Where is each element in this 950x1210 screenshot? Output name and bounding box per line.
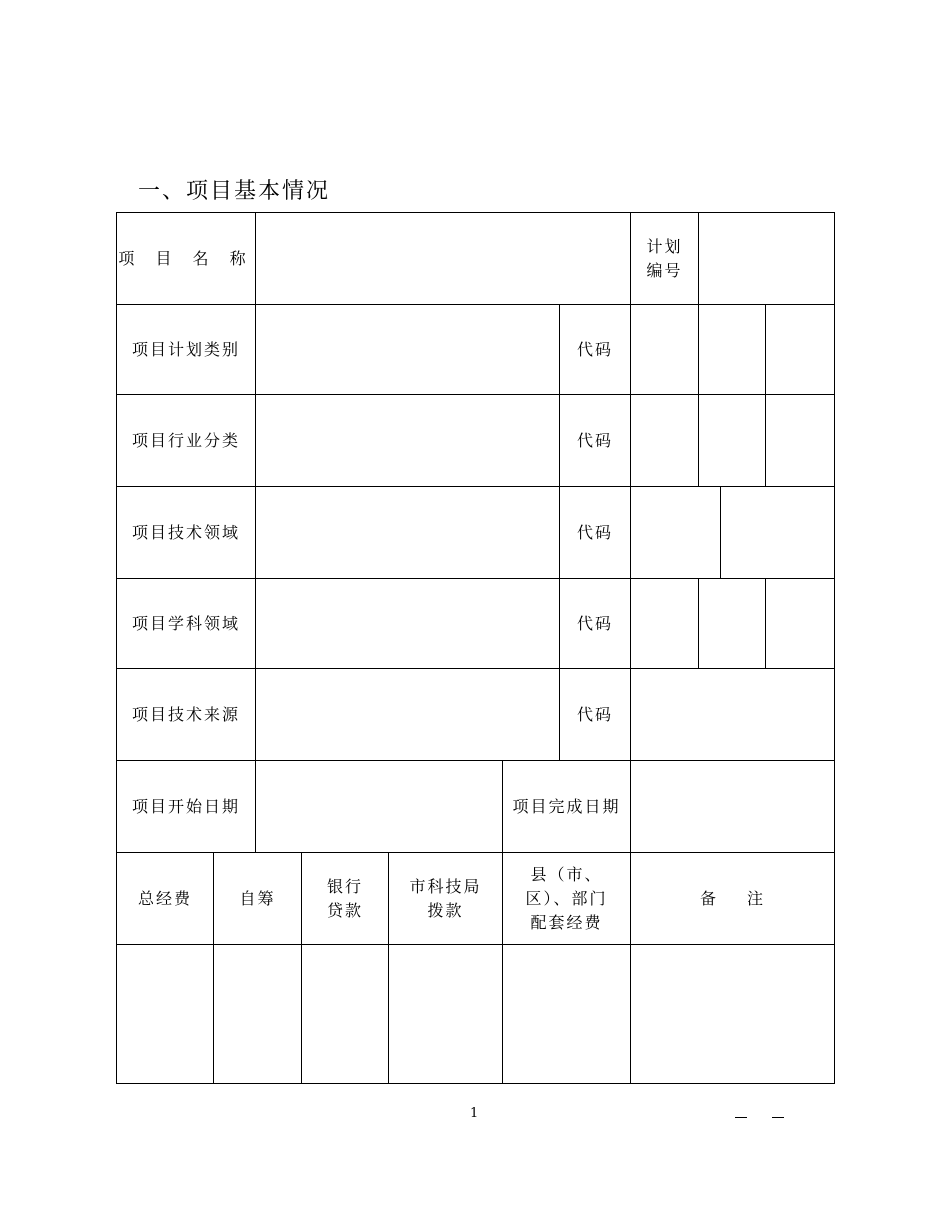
table-rule [765,578,766,668]
plan-number-field[interactable] [699,213,834,304]
remarks-field[interactable] [631,945,834,1083]
discipline-field[interactable] [256,579,559,668]
bank-loan-field[interactable] [302,945,388,1083]
table-rule [630,304,631,760]
table-rule [765,304,766,486]
section-title: 一、项目基本情况 [138,179,331,204]
self-funding-label: 自筹 [239,888,276,908]
self-funding-field[interactable] [214,945,301,1083]
city-allocation-field[interactable] [389,945,502,1083]
table-rule [698,304,699,486]
remarks-label: 备 注 [699,888,766,908]
page-number: 1 [470,1106,479,1121]
code-label: 代码 [576,704,613,724]
footer-dash [772,1117,784,1118]
end-date-label: 项目完成日期 [512,796,621,816]
start-date-label: 项目开始日期 [131,796,240,816]
table-rule [698,578,699,668]
discipline-label: 项目学科领域 [131,613,240,633]
city-allocation-label: 市科技局 拨款 [409,876,482,920]
county-matching-field[interactable] [503,945,630,1083]
tech-field-field[interactable] [256,487,559,578]
project-name-label: 项 目 名 称 [118,248,254,268]
table-rule [116,1083,835,1084]
tech-source-field[interactable] [256,669,559,760]
plan-category-label: 项目计划类别 [131,339,240,359]
code-label: 代码 [576,613,613,633]
code-label: 代码 [576,430,613,450]
table-rule [720,486,721,578]
table-border-right [834,212,835,1084]
project-name-field[interactable] [256,213,630,304]
total-funding-field[interactable] [117,945,213,1083]
end-date-field[interactable] [631,761,834,852]
code-label: 代码 [576,522,613,542]
county-matching-label: 县（市、 区）、部门 配套经费 [525,864,608,932]
tech-field-label: 项目技术领域 [131,522,240,542]
code-label: 代码 [576,339,613,359]
industry-label: 项目行业分类 [131,430,240,450]
plan-number-label: 计划 编号 [646,236,683,280]
tech-source-label: 项目技术来源 [131,704,240,724]
bank-loan-label: 银行 贷款 [326,876,363,920]
total-funding-label: 总经费 [137,888,192,908]
start-date-field[interactable] [256,761,502,852]
footer-dash [735,1117,747,1118]
industry-field[interactable] [256,395,559,486]
plan-category-field[interactable] [256,305,559,394]
